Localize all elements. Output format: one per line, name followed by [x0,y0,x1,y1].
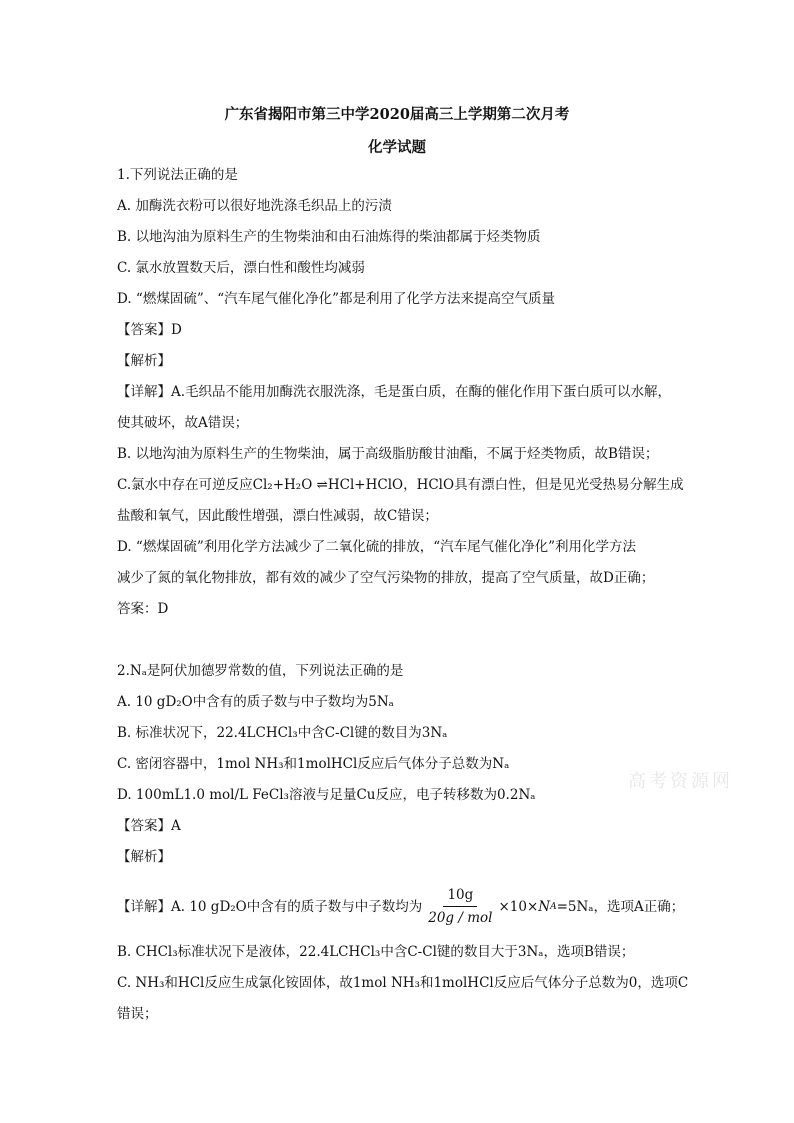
q2-option-a: A. 10 gD₂O中含有的质子数与中子数均为5Nₐ [117,694,394,710]
q1-option-d: D. “燃煤固硫”、“汽车尾气催化净化”都是利用了化学方法来提高空气质量 [117,291,556,307]
mass-fraction [424,886,496,927]
q1-detail-line: B. 以地沟油为原料生产的生物柴油，属于高级脂肪酸甘油酯，不属于烃类物质，故B错误； [117,446,659,462]
q2-detail-c: C. NH₃和HCl反应生成氯化铵固体，故1mol NH₃和1molHCl反应后气体分子总数为0，选项C [117,975,689,991]
document-subtitle: 化学试题 [368,139,426,156]
q1-option-c: C. 氯水放置数天后，漂白性和酸性均减弱 [117,260,365,276]
avogadro-symbol: N [538,898,551,915]
q1-analysis-heading: 【解析】 [117,353,171,369]
q1-option-b: B. 以地沟油为原料生产的生物柴油和由石油炼得的柴油都属于烃类物质 [117,229,541,245]
q1-detail-line: D. “燃煤固硫”利用化学方法减少了二氧化硫的排放，“汽车尾气催化净化”利用化学方法 [117,539,637,555]
q1-stem: 1.下列说法正确的是 [117,167,238,183]
document-title: 广东省揭阳市第三中学2020届高三上学期第二次月考 [224,106,570,123]
multiplier: ×10× [498,898,539,915]
q2-option-c: C. 密闭容器中，1mol NH₃和1molHCl反应后气体分子总数为Nₐ [117,756,510,772]
q1-detail-line: 使其破坏，故A错误； [117,415,249,431]
fraction-numerator: 10g [443,886,477,907]
q2-option-b: B. 标准状况下，22.4LCHCl₃中含C-Cl键的数目为3Nₐ [117,725,448,741]
q2-option-d: D. 100mL1.0 mol/L FeCl₃溶液与足量Cu反应，电子转移数为0.2Nₐ [117,787,536,803]
q2-detail-a-prefix: 【详解】A. 10 gD₂O中含有的质子数与中子数均为 [117,898,423,915]
q2-detail-b: B. CHCl₃标准状况下是液体，22.4LCHCl₃中含C-Cl键的数目大于3Nₐ，选项B错误； [117,944,635,960]
q2-detail-a-result: =5Nₐ，选项A正确； [556,898,685,915]
q1-detail-line: C.氯水中存在可逆反应Cl₂+H₂O ⇌HCl+HClO，HClO具有漂白性，但是见光受热易分解生成 [117,477,684,493]
q2-stem: 2.Nₐ是阿伏加德罗常数的值，下列说法正确的是 [117,663,404,679]
q1-final-answer: 答案：D [117,601,169,617]
avogadro-subscript: A [550,901,557,912]
q2-answer: 【答案】A [117,818,181,834]
watermark: 高考资源网 [628,771,733,792]
fraction-denominator: 20g / mol [428,910,493,926]
q1-answer: 【答案】D [117,322,182,338]
q1-detail-line: 减少了氮的氧化物排放，都有效的减少了空气污染物的排放，提高了空气质量，故D正确； [117,570,655,586]
q2-detail-c-cont: 错误； [117,1006,158,1022]
q2-detail-a [117,886,684,927]
q1-detail-line: 盐酸和氧气，因此酸性增强，漂白性减弱，故C错误； [117,508,438,524]
q2-analysis-heading: 【解析】 [117,849,171,865]
q1-detail-line: 【详解】A.毛织品不能用加酶洗衣服洗涤，毛是蛋白质，在酶的催化作用下蛋白质可以水解， [117,384,672,400]
q1-option-a: A. 加酶洗衣粉可以很好地洗涤毛织品上的污渍 [117,198,392,214]
